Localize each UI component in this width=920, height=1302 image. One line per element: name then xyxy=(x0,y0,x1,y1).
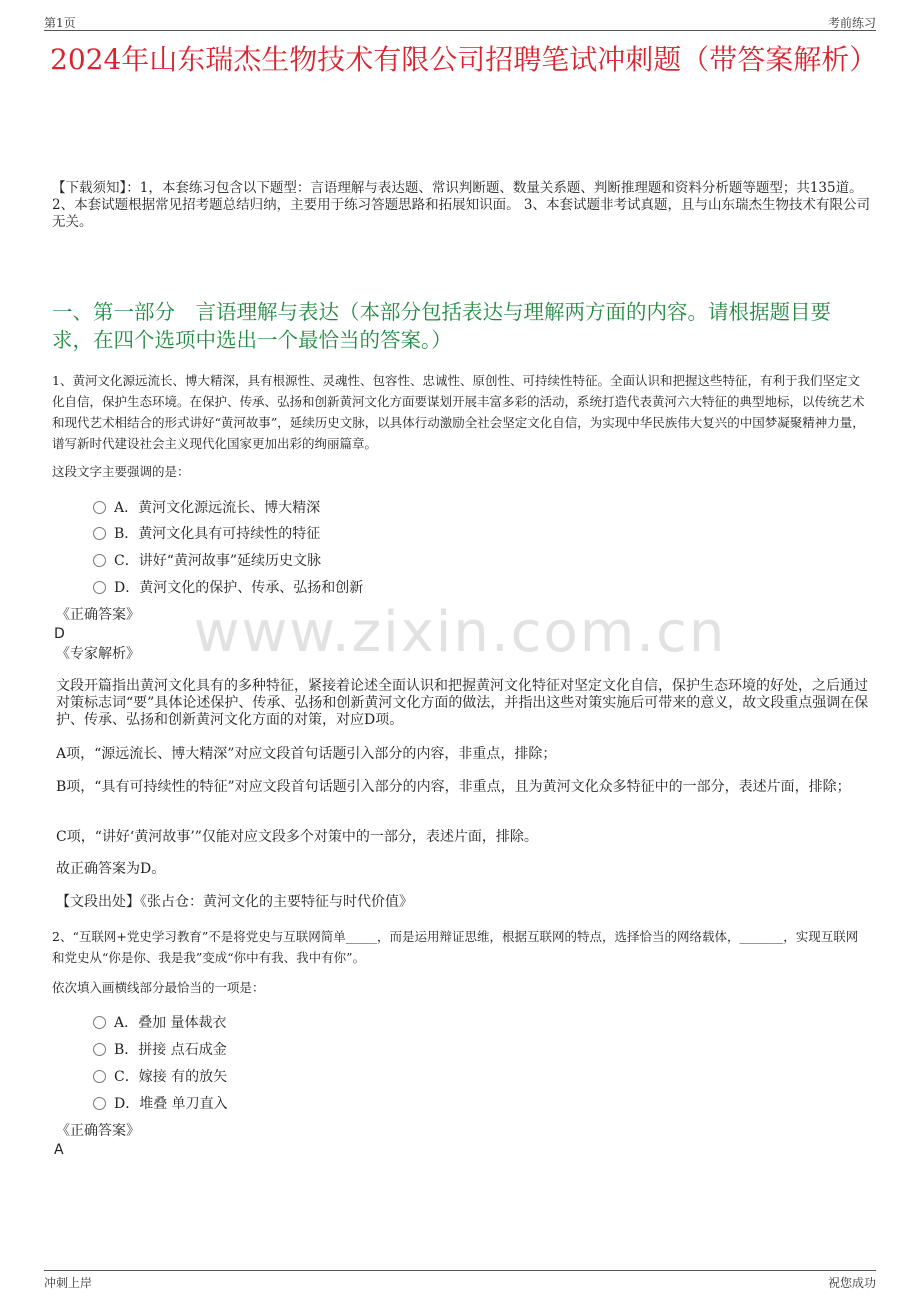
question-2-stem: 2、“互联网+党史学习教育”不是将党史与互联网简单_____，而是运用辩证思维，根据互联网的特点，选择恰当的网络载体，_______，实现互联网和党史从“你是你、我是我”变成“你中有我、我中有你”。 xyxy=(52,929,859,965)
radio-icon[interactable] xyxy=(93,1016,106,1029)
watermark: www.zixin.com.cn xyxy=(193,600,727,665)
answer-label: 《正确答案》 xyxy=(56,607,140,623)
footer-right: 祝您成功 xyxy=(827,1276,876,1290)
page-number: 第1页 xyxy=(44,16,76,30)
radio-icon[interactable] xyxy=(93,501,106,514)
question-2-option-d[interactable]: D．堆叠 单刀直入 xyxy=(93,1093,228,1115)
question-1-ask: 这段文字主要强调的是： xyxy=(52,464,190,479)
passage-source: 【文段出处】《张占仓：黄河文化的主要特征与时代价值》 xyxy=(56,894,413,910)
page-header xyxy=(44,12,876,31)
analysis-conclusion: 故正确答案为D。 xyxy=(56,861,166,877)
question-1-option-c[interactable]: C．讲好“黄河故事”延续历史文脉 xyxy=(93,550,321,572)
answer-value: A xyxy=(54,1142,64,1158)
analysis-option-b: B项，“具有可持续性的特征”对应文段首句话题引入部分的内容，非重点，且为黄河文化众多特征中的一部分，表述片面，排除； xyxy=(56,779,851,795)
radio-icon[interactable] xyxy=(93,1043,106,1056)
analysis-paragraph: 文段开篇指出黄河文化具有的多种特征，紧接着论述全面认识和把握黄河文化特征对坚定文化自信，保护生态环境的好处，之后通过对策标志词“要”具体论述保护、传承、弘扬和创新黄河文化方面的做法，并指出这些对策实施后可带来的意义，故文段重点强调在保护、传承、弘扬和创新黄河文化方面的对策，对应D项。 xyxy=(56,678,869,728)
answer-value: D xyxy=(54,626,65,642)
download-notice: 【下载须知】：1，本套练习包含以下题型：言语理解与表达题、常识判断题、数量关系题、判断推理题和资料分析题等题型；共135道。 2、本套试题根据常见招考题总结归纳，主要用于练习答题思路和拓展知识面。 3、本套试题非考试真题，且与山东瑞杰生物技术有限公司无关。 xyxy=(52,180,870,230)
question-1-option-a[interactable]: A．黄河文化源远流长、博大精深 xyxy=(93,497,320,519)
radio-icon[interactable] xyxy=(93,554,106,567)
answer-label: 《正确答案》 xyxy=(56,1123,140,1139)
question-2-option-a[interactable]: A．叠加 量体裁衣 xyxy=(93,1012,227,1034)
page-footer xyxy=(44,1270,876,1290)
document-title: 2024年山东瑞杰生物技术有限公司招聘笔试冲刺题（带答案解析） xyxy=(50,43,878,76)
radio-icon[interactable] xyxy=(93,1070,106,1083)
question-2-option-b[interactable]: B．拼接 点石成金 xyxy=(93,1039,227,1061)
analysis-option-a: A项，“源远流长、博大精深”对应文段首句话题引入部分的内容，非重点，排除； xyxy=(56,746,557,762)
question-2-option-c[interactable]: C．嫁接 有的放矢 xyxy=(93,1066,227,1088)
radio-icon[interactable] xyxy=(93,527,106,540)
radio-icon[interactable] xyxy=(93,1097,106,1110)
analysis-option-c: C项，“讲好‘黄河故事’”仅能对应文段多个对策中的一部分，表述片面，排除。 xyxy=(56,829,538,845)
header-label: 考前练习 xyxy=(827,16,876,30)
question-1-stem: 1、黄河文化源远流长、博大精深，具有根源性、灵魂性、包容性、忠诚性、原创性、可持续性特征。全面认识和把握这些特征，有利于我们坚定文化自信，保护生态环境。在保护、传承、弘扬和创新黄河文化方面要谋划开展丰富多彩的活动，系统打造代表黄河六大特征的典型地标，以传统艺术和现代艺术相结合的形式讲好“黄河故事”，延续历史文脉，以具体行动激励全社会坚定文化自信，为实现中华民族伟大复兴的中国梦凝聚精神力量，谱写新时代建设社会主义现代化国家更加出彩的绚丽篇章。 xyxy=(52,373,865,451)
footer-left: 冲刺上岸 xyxy=(44,1276,93,1290)
analysis-label: 《专家解析》 xyxy=(56,646,140,662)
radio-icon[interactable] xyxy=(93,581,106,594)
question-1-option-d[interactable]: D．黄河文化的保护、传承、弘扬和创新 xyxy=(93,577,363,599)
question-1-option-b[interactable]: B．黄河文化具有可持续性的特征 xyxy=(93,523,320,545)
question-2-ask: 依次填入画横线部分最恰当的一项是： xyxy=(52,980,265,995)
section-title: 一、第一部分 言语理解与表达（本部分包括表达与理解两方面的内容。请根据题目要求，在四个选项中选出一个最恰当的答案。） xyxy=(52,300,831,352)
